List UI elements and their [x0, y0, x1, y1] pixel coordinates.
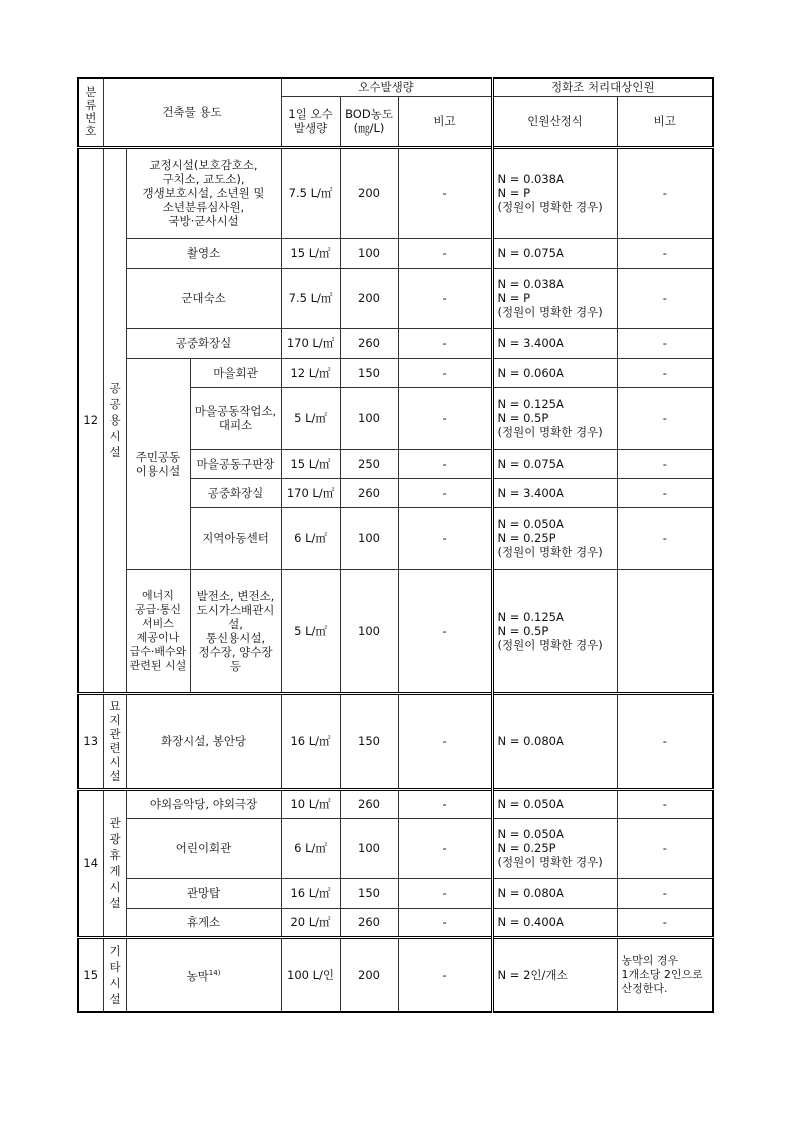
- building-use: [126, 937, 281, 1012]
- building-use: 공중화장실: [126, 328, 281, 358]
- building-use: 야외음악당, 야외극장: [126, 789, 281, 818]
- formula: N = 0.080A: [492, 693, 617, 789]
- class-no: 12: [78, 147, 103, 693]
- building-use: 군대숙소: [126, 268, 281, 328]
- note2: -: [617, 268, 713, 328]
- note2: -: [617, 358, 713, 387]
- class-no: 15: [78, 937, 103, 1012]
- table-row: [78, 878, 713, 908]
- note: -: [398, 507, 492, 569]
- daily-flow: 16 L/㎡: [281, 878, 340, 908]
- note2: -: [617, 238, 713, 268]
- bod: 200: [340, 268, 398, 328]
- bod: 200: [340, 937, 398, 1012]
- daily-flow: 12 L/㎡: [281, 358, 340, 387]
- table-row: [78, 789, 713, 818]
- note2: -: [617, 147, 713, 238]
- header-note: 비고: [398, 96, 492, 147]
- header-formula: 인원산정식: [492, 96, 617, 147]
- daily-flow: 170 L/㎡: [281, 478, 340, 507]
- building-use: 발전소, 변전소, 도시가스배관시설, 통신용시설, 정수장, 양수장 등: [190, 569, 281, 693]
- building-use: 공중화장실: [190, 478, 281, 507]
- note2: -: [617, 478, 713, 507]
- table-row: [78, 328, 713, 358]
- daily-flow: 10 L/㎡: [281, 789, 340, 818]
- bod: 100: [340, 818, 398, 878]
- note: -: [398, 789, 492, 818]
- bod: 100: [340, 238, 398, 268]
- note: -: [398, 358, 492, 387]
- header-sewage: 오수발생량: [281, 78, 492, 96]
- formula: N = 0.125A N = 0.5P (정원이 명확한 경우): [492, 387, 617, 449]
- bod: 100: [340, 387, 398, 449]
- formula: N = 0.075A: [492, 238, 617, 268]
- formula: N = 0.400A: [492, 908, 617, 937]
- daily-flow: 15 L/㎡: [281, 449, 340, 478]
- table-row: [78, 693, 713, 789]
- bod: 260: [340, 908, 398, 937]
- daily-flow: 5 L/㎡: [281, 387, 340, 449]
- bod: 260: [340, 478, 398, 507]
- note2: 농막의 경우 1개소당 2인으로 산정한다.: [617, 937, 713, 1012]
- note: -: [398, 478, 492, 507]
- note2: -: [617, 693, 713, 789]
- header-bod: BOD농도 (㎎/L): [340, 96, 398, 147]
- class-no: 14: [78, 789, 103, 937]
- building-use: 마을공동작업소, 대피소: [190, 387, 281, 449]
- note2: -: [617, 818, 713, 878]
- building-use-text: 농막: [186, 969, 209, 984]
- note2: -: [617, 387, 713, 449]
- bod: 250: [340, 449, 398, 478]
- category: 관 광 휴 게 시 설: [103, 789, 126, 937]
- header-daily-flow: 1일 오수 발생량: [281, 96, 340, 147]
- daily-flow: 170 L/㎡: [281, 328, 340, 358]
- header-septic: 정화조 처리대상인원: [492, 78, 713, 96]
- note: -: [398, 449, 492, 478]
- note: -: [398, 147, 492, 238]
- formula: N = 0.125A N = 0.5P (정원이 명확한 경우): [492, 569, 617, 693]
- formula: N = 3.400A: [492, 328, 617, 358]
- bod: 260: [340, 328, 398, 358]
- formula: N = 3.400A: [492, 478, 617, 507]
- subcategory: 에너지 공급·통신 서비스 제공이나 급수·배수와 관련된 시설: [126, 569, 190, 693]
- bod: 150: [340, 358, 398, 387]
- bod: 150: [340, 878, 398, 908]
- note: -: [398, 387, 492, 449]
- subcategory: 주민공동 이용시설: [126, 358, 190, 569]
- footnote-ref: 14): [208, 969, 221, 978]
- formula: N = 0.038A N = P (정원이 명확한 경우): [492, 147, 617, 238]
- daily-flow: 6 L/㎡: [281, 818, 340, 878]
- note: -: [398, 268, 492, 328]
- bod: 150: [340, 693, 398, 789]
- daily-flow: 15 L/㎡: [281, 238, 340, 268]
- table-row: [78, 908, 713, 937]
- daily-flow: 7.5 L/㎡: [281, 147, 340, 238]
- note: -: [398, 878, 492, 908]
- note: -: [398, 328, 492, 358]
- building-use: 관망탑: [126, 878, 281, 908]
- daily-flow: 20 L/㎡: [281, 908, 340, 937]
- daily-flow: 7.5 L/㎡: [281, 268, 340, 328]
- building-use: 어린이회관: [126, 818, 281, 878]
- table-row: [78, 358, 713, 387]
- formula: N = 0.050A N = 0.25P (정원이 명확한 경우): [492, 507, 617, 569]
- note: -: [398, 937, 492, 1012]
- sewage-table: [77, 77, 714, 1013]
- building-use: 교정시설(보호감호소, 구치소, 교도소), 갱생보호시설, 소년원 및 소년분류심사원, 국방·군사시설: [126, 147, 281, 238]
- formula: N = 2인/개소: [492, 937, 617, 1012]
- building-use: 휴게소: [126, 908, 281, 937]
- class-no: 13: [78, 693, 103, 789]
- note: -: [398, 569, 492, 693]
- bod: 100: [340, 507, 398, 569]
- note2: -: [617, 449, 713, 478]
- note2: -: [617, 878, 713, 908]
- formula: N = 0.075A: [492, 449, 617, 478]
- note2: -: [617, 507, 713, 569]
- table-row: [78, 268, 713, 328]
- note: -: [398, 908, 492, 937]
- note2: -: [617, 789, 713, 818]
- building-use: 화장시설, 봉안당: [126, 693, 281, 789]
- formula: N = 0.038A N = P (정원이 명확한 경우): [492, 268, 617, 328]
- daily-flow: 16 L/㎡: [281, 693, 340, 789]
- formula: N = 0.050A N = 0.25P (정원이 명확한 경우): [492, 818, 617, 878]
- note2: [617, 569, 713, 693]
- building-use: 마을회관: [190, 358, 281, 387]
- category: 기 타 시 설: [103, 937, 126, 1012]
- daily-flow: 100 L/인: [281, 937, 340, 1012]
- note: -: [398, 238, 492, 268]
- building-use: 지역아동센터: [190, 507, 281, 569]
- building-use: 촬영소: [126, 238, 281, 268]
- category: 공 공 용 시 설: [103, 147, 126, 693]
- daily-flow: 6 L/㎡: [281, 507, 340, 569]
- daily-flow: 5 L/㎡: [281, 569, 340, 693]
- formula: N = 0.050A: [492, 789, 617, 818]
- table-row: [78, 147, 713, 238]
- category: 묘 지 관 련 시 설: [103, 693, 126, 789]
- bod: 260: [340, 789, 398, 818]
- building-use: 마을공동구판장: [190, 449, 281, 478]
- table-row: [78, 937, 713, 1012]
- header-building-use: 건축물 용도: [103, 78, 281, 147]
- note2: -: [617, 328, 713, 358]
- table-row: [78, 818, 713, 878]
- table-row: [78, 238, 713, 268]
- table-row: [78, 569, 713, 693]
- formula: N = 0.060A: [492, 358, 617, 387]
- bod: 200: [340, 147, 398, 238]
- note2: -: [617, 908, 713, 937]
- note: -: [398, 818, 492, 878]
- bod: 100: [340, 569, 398, 693]
- note: -: [398, 693, 492, 789]
- formula: N = 0.080A: [492, 878, 617, 908]
- header-note2: 비고: [617, 96, 713, 147]
- header-class-no: 분 류 번 호: [78, 78, 103, 147]
